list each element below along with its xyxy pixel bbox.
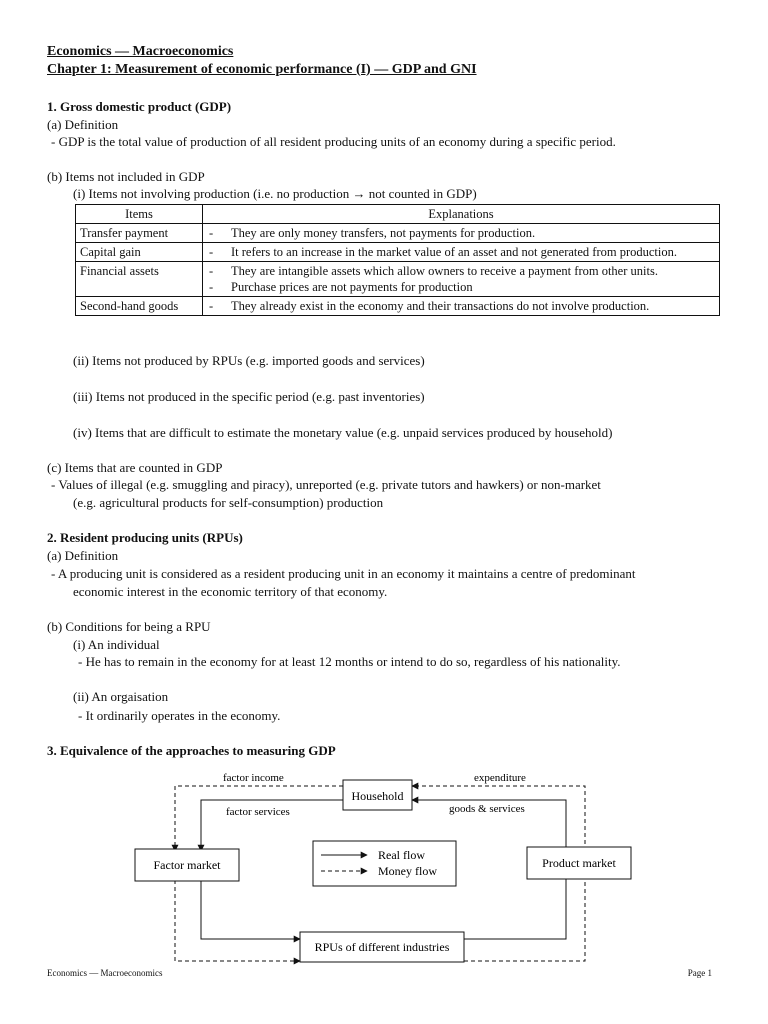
goods-services-label: goods & services [449, 803, 525, 815]
section-1b-ii: (ii) Items not produced by RPUs (e.g. imported goods and services) [73, 353, 425, 368]
section-1b-iii: (iii) Items not produced in the specific period (e.g. past inventories) [73, 389, 425, 404]
table-cell-explanation: - It refers to an increase in the market value of an asset and not generated from production. [203, 243, 720, 262]
explanation-text: They already exist in the economy and their transactions do not involve production. [231, 299, 650, 313]
factor-input-flow [201, 880, 300, 939]
legend-real-flow-label: Real flow [378, 848, 425, 862]
document-title: Economics — Macroeconomics [47, 44, 234, 59]
section-1a-label: (a) Definition [47, 117, 119, 132]
factor-income-label: factor income [223, 772, 284, 784]
section-1b-i: (i) Items not involving production (i.e. no production → not counted in GDP) [73, 186, 477, 201]
table-header-explanations: Explanations [203, 205, 720, 224]
chapter-title: Chapter 1: Measurement of economic performance (I) — GDP and GNI [47, 62, 477, 77]
section-1c-text-1: - Values of illegal (e.g. smuggling and piracy), unreported (e.g. private tutors and hawkers) or non-market [51, 477, 601, 492]
items-not-included-table [75, 204, 720, 316]
section-2b-label: (b) Conditions for being a RPU [47, 619, 211, 634]
section-1c-text-2: (e.g. agricultural products for self-consumption) production [73, 495, 384, 510]
section-1b-iv: (iv) Items that are difficult to estimate the monetary value (e.g. unpaid services produced by household) [73, 425, 613, 440]
section-1a-text: - GDP is the total value of production of all resident producing units of an economy during a specific period. [51, 134, 616, 149]
section-1c-label: (c) Items that are counted in GDP [47, 460, 223, 475]
section-1-heading: 1. Gross domestic product (GDP) [47, 99, 232, 114]
household-label: Household [351, 789, 404, 803]
section-2-heading: 2. Resident producing units (RPUs) [47, 530, 243, 545]
section-2b-ii: (ii) An orgaisation [73, 689, 169, 704]
section-3-heading: 3. Equivalence of the approaches to measuring GDP [47, 743, 336, 758]
table-header-row [76, 205, 720, 224]
section-2b-i-text: - He has to remain in the economy for at least 12 months or intend to do so, regardless of his nationality. [78, 654, 621, 669]
explanation-text: They are intangible assets which allow owners to receive a payment from other units. [231, 264, 658, 278]
table-cell-item: Capital gain [76, 243, 203, 262]
legend-money-flow-label: Money flow [378, 864, 437, 878]
factor-market-label: Factor market [153, 858, 221, 872]
section-2a-text-2: economic interest in the economic territory of that economy. [73, 584, 388, 599]
table-cell-explanation: - They are intangible assets which allow owners to receive a payment from other units. - Purchase prices are not payments for production [203, 262, 720, 297]
section-1b-label: (b) Items not included in GDP [47, 169, 205, 184]
explanation-text: They are only money transfers, not payments for production. [231, 226, 536, 240]
table-row [76, 224, 720, 243]
table-cell-item: Transfer payment [76, 224, 203, 243]
legend [313, 841, 456, 886]
section-2a-label: (a) Definition [47, 548, 119, 563]
table-header-items: Items [76, 205, 203, 224]
expenditure-label: expenditure [474, 772, 526, 784]
factor-services-label: factor services [226, 806, 290, 818]
explanation-text: It refers to an increase in the market value of an asset and not generated from production. [231, 245, 678, 259]
table-row [76, 243, 720, 262]
circular-flow-diagram [0, 760, 768, 970]
table-row [76, 262, 720, 297]
section-2b-ii-text: - It ordinarily operates in the economy. [78, 708, 281, 723]
explanation-text: Purchase prices are not payments for production [231, 280, 473, 294]
table-cell-item: Second-hand goods [76, 297, 203, 316]
section-2a-text-1: - A producing unit is considered as a resident producing unit in an economy it maintains a centre of predominant [51, 566, 636, 581]
rpus-label: RPUs of different industries [314, 940, 450, 954]
table-cell-explanation: - They already exist in the economy and their transactions do not involve production. [203, 297, 720, 316]
table-cell-item: Financial assets [76, 262, 203, 297]
table-row [76, 297, 720, 316]
section-2b-i: (i) An individual [73, 637, 160, 652]
factor-payment-flow [175, 880, 300, 961]
footer-left: Economics — Macroeconomics [47, 968, 163, 978]
table-cell-explanation: - They are only money transfers, not payments for production. [203, 224, 720, 243]
product-market-label: Product market [542, 856, 616, 870]
footer-page-number: Page 1 [687, 968, 712, 978]
